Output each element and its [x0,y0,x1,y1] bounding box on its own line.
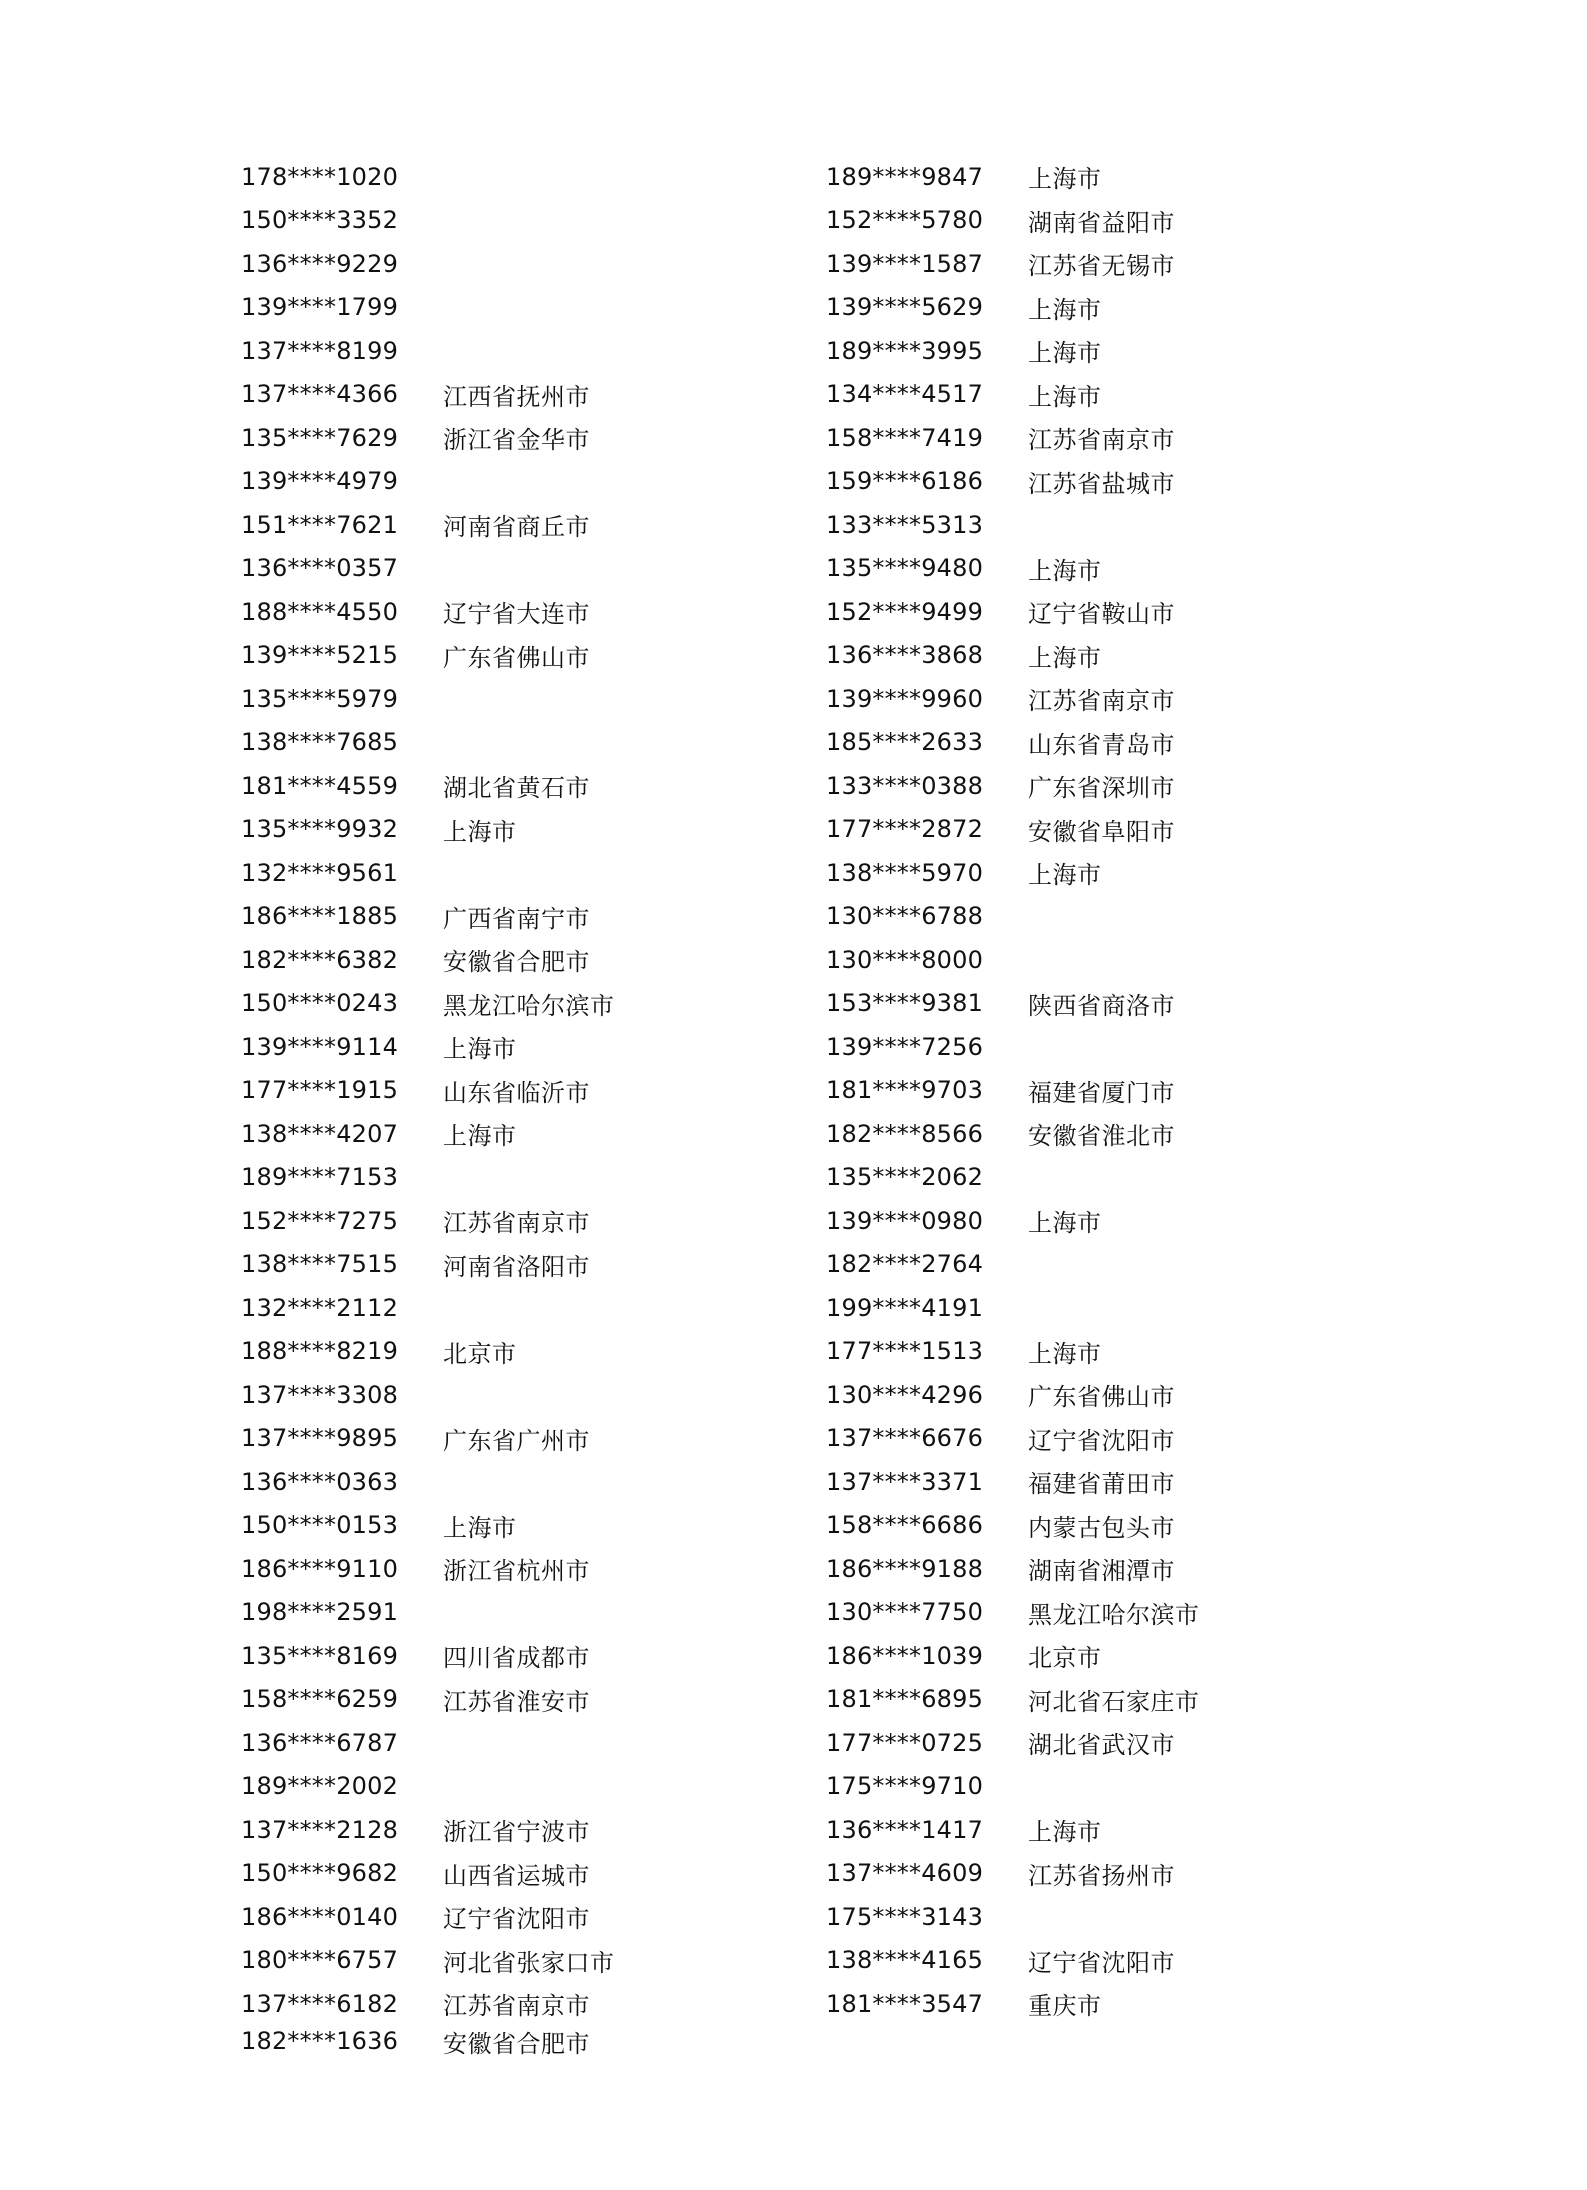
list-item [241,808,801,852]
phone-number: 189****9847 [826,162,984,191]
list-item [241,677,801,721]
list-item [241,242,801,286]
list-item [241,286,801,330]
list-item [241,1939,801,1983]
phone-number: 158****6686 [826,1511,984,1540]
list-item [826,1591,1386,1635]
city-name: 上海市 [1028,1209,1102,1238]
city-name: 上海市 [1028,382,1102,411]
list-item [241,503,801,547]
phone-number: 139****5629 [826,293,984,322]
city-name: 广东省佛山市 [1028,1383,1175,1412]
phone-number: 137****6676 [826,1424,984,1453]
city-name: 重庆市 [1028,1992,1102,2021]
phone-number: 139****9114 [241,1032,399,1061]
phone-number: 151****7621 [241,510,399,539]
city-name: 广东省深圳市 [1028,774,1175,803]
city-name: 江苏省南京市 [1028,426,1175,455]
phone-number: 130****4296 [826,1380,984,1409]
list-item [826,1678,1386,1722]
list-item [241,895,801,939]
phone-number: 188****8219 [241,1337,399,1366]
list-item [241,547,801,591]
city-name: 广东省佛山市 [443,643,590,672]
list-item [826,1330,1386,1374]
city-name: 安徽省合肥市 [443,948,590,977]
phone-number: 135****5979 [241,684,399,713]
city-name: 辽宁省大连市 [443,600,590,629]
list-item [826,1069,1386,1113]
list-item [241,1982,801,2026]
phone-number: 132****2112 [241,1293,399,1322]
list-item [241,1069,801,1113]
city-name: 浙江省金华市 [443,426,590,455]
phone-number: 136****6787 [241,1728,399,1757]
phone-number: 189****2002 [241,1772,399,1801]
list-item [241,1721,801,1765]
city-name: 辽宁省沈阳市 [1028,1948,1175,1977]
list-item [241,2026,801,2057]
city-name: 陕西省商洛市 [1028,991,1175,1020]
phone-number: 150****9682 [241,1859,399,1888]
list-item [826,1895,1386,1939]
city-name: 广西省南宁市 [443,904,590,933]
city-name: 山东省青岛市 [1028,730,1175,759]
phone-number: 139****1799 [241,293,399,322]
list-item [241,1460,801,1504]
phone-number: 139****5215 [241,641,399,670]
phone-number: 199****4191 [826,1293,984,1322]
list-item [826,1460,1386,1504]
list-item [241,1330,801,1374]
phone-number: 136****3868 [826,641,984,670]
phone-number: 188****4550 [241,597,399,626]
phone-number: 137****8199 [241,336,399,365]
list-item [826,503,1386,547]
phone-number: 136****1417 [826,1815,984,1844]
list-item [241,1591,801,1635]
city-name: 安徽省阜阳市 [1028,817,1175,846]
list-item [241,373,801,417]
city-name: 四川省成都市 [443,1644,590,1673]
phone-number: 186****9188 [826,1554,984,1583]
phone-number: 137****9895 [241,1424,399,1453]
city-name: 上海市 [443,1513,517,1542]
phone-number: 135****9932 [241,815,399,844]
list-item [241,1504,801,1548]
city-name: 辽宁省沈阳市 [443,1905,590,1934]
city-name: 江苏省淮安市 [443,1687,590,1716]
city-name: 安徽省合肥市 [443,2029,590,2058]
city-name: 福建省厦门市 [1028,1078,1175,1107]
list-item [826,1808,1386,1852]
city-name: 黑龙江哈尔滨市 [443,991,615,1020]
city-name: 江苏省南京市 [1028,687,1175,716]
city-name: 上海市 [443,1035,517,1064]
list-item [241,1852,801,1896]
list-item [826,1243,1386,1287]
phone-number: 138****7685 [241,728,399,757]
list-item [826,155,1386,199]
list-item [826,1112,1386,1156]
list-item [826,764,1386,808]
list-item [241,764,801,808]
phone-number: 181****4559 [241,771,399,800]
list-item [826,1765,1386,1809]
phone-number: 182****1636 [241,2027,399,2055]
list-item [826,895,1386,939]
list-item [241,634,801,678]
list-item [241,199,801,243]
phone-number: 150****0153 [241,1511,399,1540]
city-name: 福建省莆田市 [1028,1470,1175,1499]
phone-number: 135****9480 [826,554,984,583]
phone-number: 137****4609 [826,1859,984,1888]
phone-number: 133****5313 [826,510,984,539]
phone-number: 137****4366 [241,380,399,409]
list-item [826,634,1386,678]
city-name: 广东省广州市 [443,1426,590,1455]
phone-number: 152****7275 [241,1206,399,1235]
phone-number: 150****3352 [241,206,399,235]
phone-number: 185****2633 [826,728,984,757]
city-name: 上海市 [1028,861,1102,890]
phone-number: 139****4979 [241,467,399,496]
phone-number: 158****6259 [241,1685,399,1714]
city-name: 江苏省无锡市 [1028,252,1175,281]
city-name: 上海市 [1028,165,1102,194]
list-item [826,1373,1386,1417]
list-item [826,416,1386,460]
list-item [241,460,801,504]
phone-number: 134****4517 [826,380,984,409]
city-name: 河北省石家庄市 [1028,1687,1200,1716]
phone-number: 130****8000 [826,945,984,974]
phone-number: 139****9960 [826,684,984,713]
city-name: 上海市 [443,1122,517,1151]
phone-number: 186****9110 [241,1554,399,1583]
phone-number: 137****3308 [241,1380,399,1409]
list-item [826,1939,1386,1983]
list-item [826,460,1386,504]
list-item [241,1417,801,1461]
phone-number: 189****7153 [241,1163,399,1192]
list-item [826,851,1386,895]
city-name: 浙江省宁波市 [443,1818,590,1847]
phone-number: 135****2062 [826,1163,984,1192]
city-name: 内蒙古包头市 [1028,1513,1175,1542]
list-item [826,590,1386,634]
list-item [826,1417,1386,1461]
list-item [826,286,1386,330]
list-item [826,1286,1386,1330]
list-item [826,329,1386,373]
phone-number: 139****7256 [826,1032,984,1061]
list-item [826,1547,1386,1591]
phone-number: 177****0725 [826,1728,984,1757]
phone-number: 137****2128 [241,1815,399,1844]
phone-number: 177****2872 [826,815,984,844]
phone-number: 198****2591 [241,1598,399,1627]
city-name: 上海市 [1028,556,1102,585]
phone-number: 158****7419 [826,423,984,452]
list-item [826,1852,1386,1896]
phone-number: 175****9710 [826,1772,984,1801]
phone-number: 130****7750 [826,1598,984,1627]
phone-number: 186****1885 [241,902,399,931]
city-name: 湖南省湘潭市 [1028,1557,1175,1586]
phone-number: 138****5970 [826,858,984,887]
city-name: 上海市 [1028,295,1102,324]
phone-number: 182****2764 [826,1250,984,1279]
phone-number: 135****8169 [241,1641,399,1670]
phone-number: 175****3143 [826,1902,984,1931]
phone-number: 138****4165 [826,1946,984,1975]
phone-number: 132****9561 [241,858,399,887]
list-item [241,1112,801,1156]
phone-number: 139****1587 [826,249,984,278]
phone-number: 137****6182 [241,1989,399,2018]
phone-number: 135****7629 [241,423,399,452]
phone-number: 133****0388 [826,771,984,800]
city-name: 湖北省黄石市 [443,774,590,803]
city-name: 江苏省南京市 [443,1992,590,2021]
list-item [826,1156,1386,1200]
city-name: 湖北省武汉市 [1028,1731,1175,1760]
list-item [826,373,1386,417]
phone-number: 152****5780 [826,206,984,235]
phone-number: 186****1039 [826,1641,984,1670]
phone-number: 137****3371 [826,1467,984,1496]
phone-number: 181****6895 [826,1685,984,1714]
city-name: 江苏省扬州市 [1028,1861,1175,1890]
phone-number: 136****0363 [241,1467,399,1496]
list-item [241,1678,801,1722]
city-name: 山东省临沂市 [443,1078,590,1107]
phone-number: 136****9229 [241,249,399,278]
list-item [826,1982,1386,2026]
list-item [241,1373,801,1417]
list-item [826,1199,1386,1243]
city-name: 江苏省盐城市 [1028,469,1175,498]
list-item [826,199,1386,243]
city-name: 上海市 [443,817,517,846]
list-item [241,938,801,982]
city-name: 河南省商丘市 [443,513,590,542]
city-name: 上海市 [1028,339,1102,368]
phone-number: 178****1020 [241,162,399,191]
city-name: 黑龙江哈尔滨市 [1028,1600,1200,1629]
phone-number: 180****6757 [241,1946,399,1975]
city-name: 江苏省南京市 [443,1209,590,1238]
phone-number: 139****0980 [826,1206,984,1235]
list-item [241,155,801,199]
phone-number: 182****6382 [241,945,399,974]
list-item [241,1156,801,1200]
list-item [241,851,801,895]
city-name: 辽宁省鞍山市 [1028,600,1175,629]
city-name: 浙江省杭州市 [443,1557,590,1586]
city-name: 江西省抚州市 [443,382,590,411]
city-name: 上海市 [1028,1818,1102,1847]
phone-number: 177****1513 [826,1337,984,1366]
phone-number: 181****3547 [826,1989,984,2018]
list-item [241,1199,801,1243]
list-item [241,590,801,634]
left-column [241,155,801,2057]
phone-number: 138****4207 [241,1119,399,1148]
list-item [241,1634,801,1678]
phone-number: 153****9381 [826,989,984,1018]
list-item [826,721,1386,765]
list-item [826,1025,1386,1069]
list-item [241,1765,801,1809]
list-item [826,982,1386,1026]
phone-number: 150****0243 [241,989,399,1018]
city-name: 上海市 [1028,643,1102,672]
phone-number: 136****0357 [241,554,399,583]
city-name: 辽宁省沈阳市 [1028,1426,1175,1455]
phone-number: 130****6788 [826,902,984,931]
list-item [826,1504,1386,1548]
list-item [826,547,1386,591]
list-item [826,242,1386,286]
list-item [826,1721,1386,1765]
right-column [826,155,1386,2026]
phone-number: 177****1915 [241,1076,399,1105]
list-item [241,1243,801,1287]
list-item [826,808,1386,852]
city-name: 山西省运城市 [443,1861,590,1890]
phone-number: 181****9703 [826,1076,984,1105]
list-item [241,1286,801,1330]
city-name: 湖南省益阳市 [1028,208,1175,237]
city-name: 河南省洛阳市 [443,1252,590,1281]
list-item [826,677,1386,721]
city-name: 北京市 [443,1339,517,1368]
list-item [241,1895,801,1939]
list-item [241,721,801,765]
city-name: 河北省张家口市 [443,1948,615,1977]
city-name: 安徽省淮北市 [1028,1122,1175,1151]
list-item [826,938,1386,982]
phone-number: 152****9499 [826,597,984,626]
phone-number: 138****7515 [241,1250,399,1279]
phone-number: 182****8566 [826,1119,984,1148]
list-item [241,416,801,460]
list-item [241,1547,801,1591]
list-item [241,982,801,1026]
phone-number: 186****0140 [241,1902,399,1931]
list-item [826,1634,1386,1678]
list-item [241,1808,801,1852]
phone-number: 189****3995 [826,336,984,365]
city-name: 上海市 [1028,1339,1102,1368]
phone-number: 159****6186 [826,467,984,496]
list-item [241,1025,801,1069]
city-name: 北京市 [1028,1644,1102,1673]
list-item [241,329,801,373]
